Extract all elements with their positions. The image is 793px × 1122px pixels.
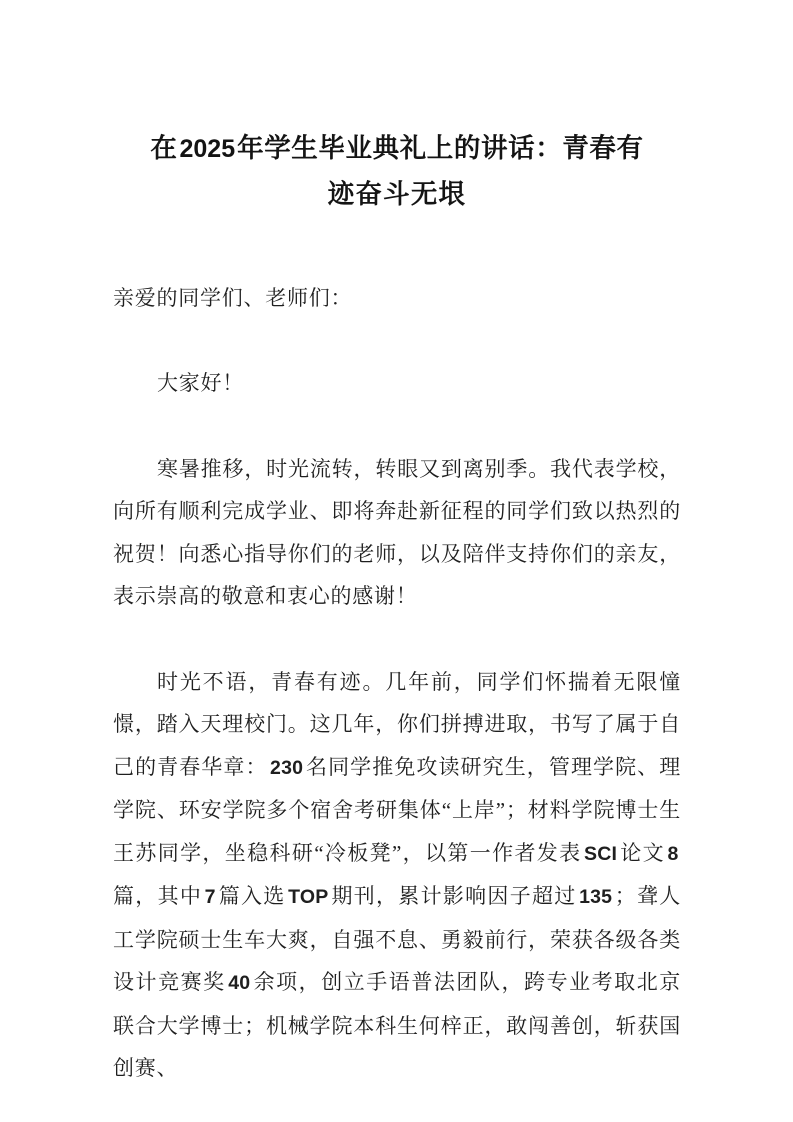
cjk-run: 余项，创立手语普法团队，跨专业考取北京联合大学博士；机械学院本科生何梓正，敢闯善创，斩获国创赛、 (113, 970, 682, 1080)
cjk-run: 期刊，累计影响因子超过 (330, 884, 577, 908)
page-title-line-1 (113, 126, 681, 172)
latin-run: SCI (584, 842, 618, 865)
page-title-line-2: 迹奋斗无垠 (327, 179, 467, 209)
latin-run: 230 (270, 756, 304, 779)
paragraph-greeting: 大家好！ (157, 371, 244, 395)
cjk-run: 时光不语，青春有迹。几年前，同学们怀揣着无限憧憬，踏入天理校门。这几年，你们拼搏进取，书写了属于自己的青春华章： (113, 669, 681, 779)
paragraph-welcome: 寒暑推移，时光流转，转眼又到离别季。我代表学校，向所有顺利完成学业、即将奔赴新征程的同学们致以热烈的祝贺！向悉心指导你们的老师，以及陪伴支持你们的亲友，表示崇高的敬意和衷心的感谢！ (113, 456, 681, 608)
latin-run: TOP (288, 886, 329, 908)
latin-run: 7 (204, 886, 216, 908)
paragraph-achievements (113, 661, 681, 1090)
paragraph-salutation: 亲爱的同学们、老师们： (113, 286, 353, 310)
page-title-suffix: 年学生毕业典礼上的讲话：青春有 (237, 133, 644, 163)
latin-run: 135 (579, 886, 613, 908)
latin-run: 40 (228, 972, 251, 994)
cjk-run: 名同学推免攻读研究生，管理学院、理学院、环安学院多个宿舍考研集体“上岸”；材料学院博士生王苏同学，坐稳科研“冷板凳”，以第一作者发表 (113, 754, 682, 865)
page-title-year: 2025 (179, 135, 236, 163)
cjk-run: ；聋人工学院硕士生车大爽，自强不息、勇毅前行，荣获各级各类设计竞赛奖 (113, 884, 682, 994)
paragraph-spacer (113, 405, 681, 448)
page-title (113, 126, 681, 217)
cjk-run: 篇入选 (218, 884, 286, 908)
paragraph-spacer (113, 618, 681, 661)
latin-run: 8 (667, 842, 679, 865)
page-title-prefix: 在 (150, 133, 178, 163)
cjk-run: 篇，其中 (113, 884, 203, 908)
document-body (113, 277, 681, 1090)
paragraph-spacer (113, 320, 681, 363)
cjk-run: 论文 (619, 840, 665, 865)
